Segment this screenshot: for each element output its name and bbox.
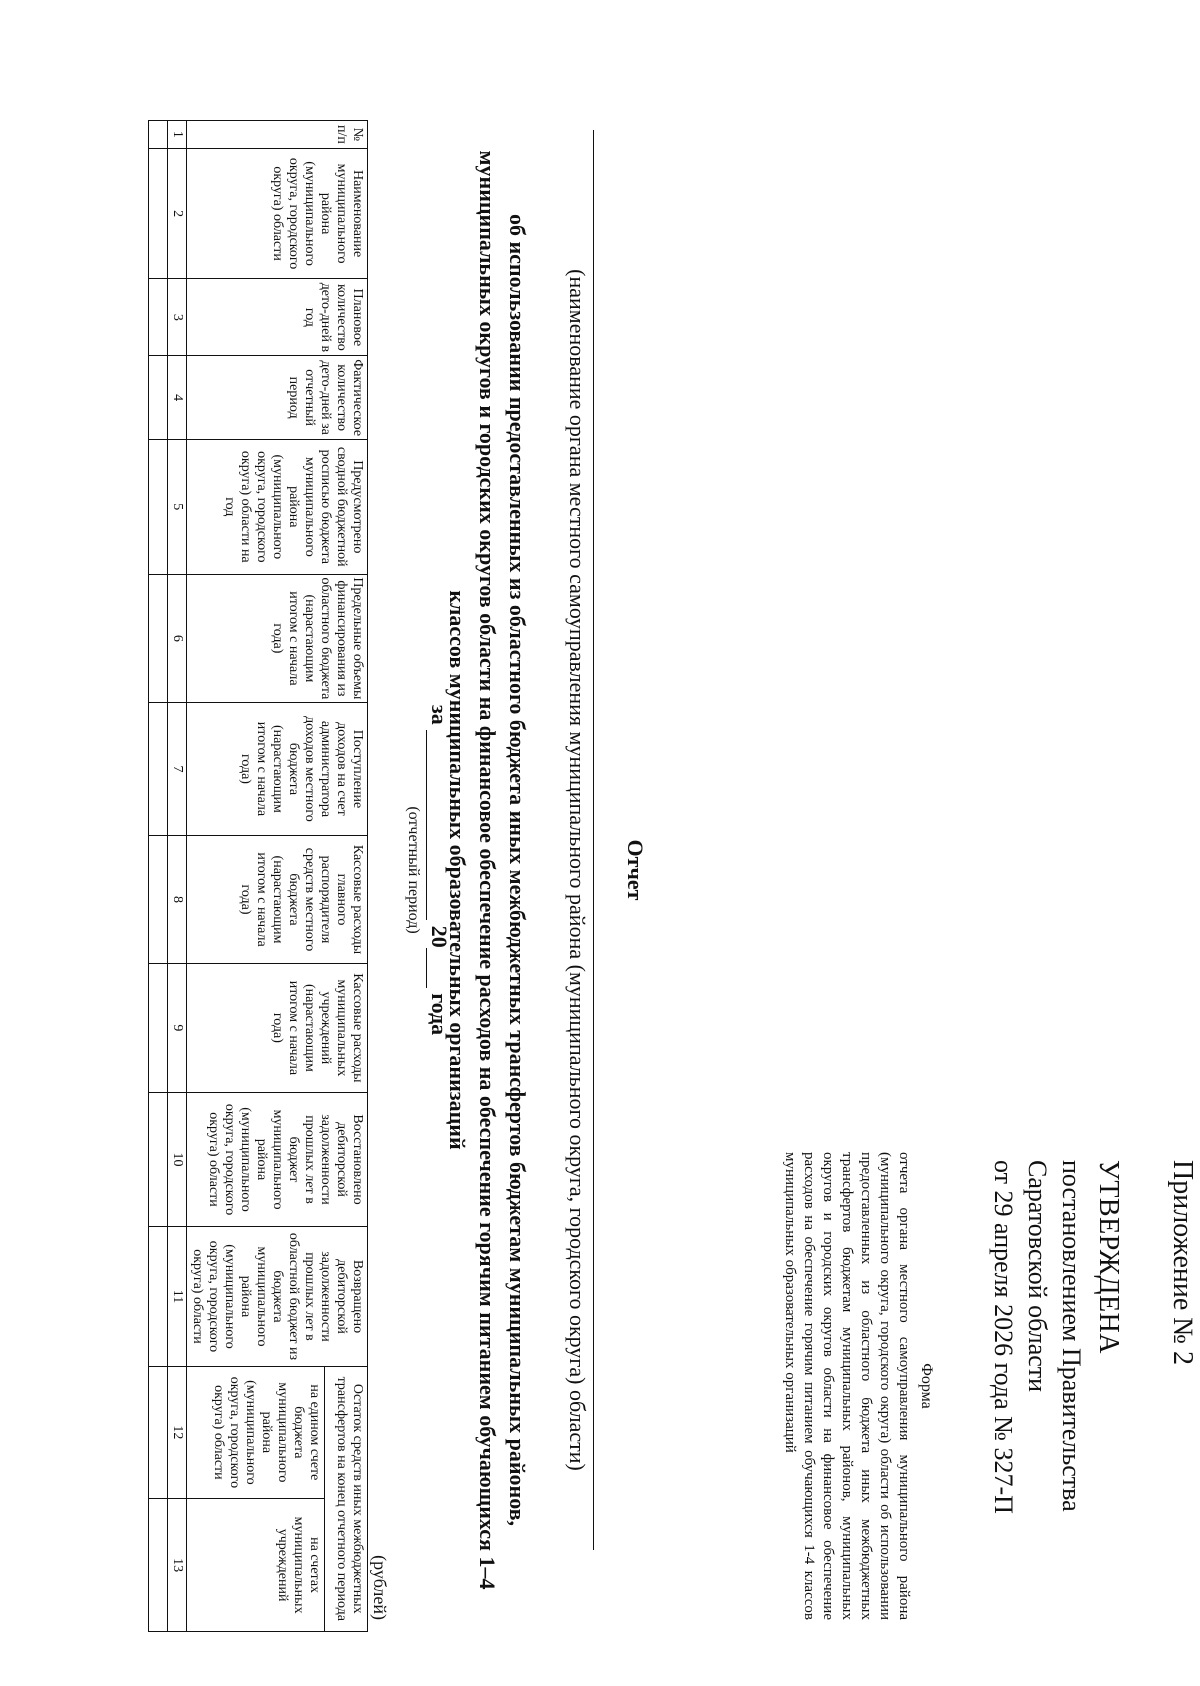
period-caption: (отчетный период) [405,806,422,934]
header-col-9: Кассовые расходы муниципальных учреждений (нарастающим итогом с начала года) [187,964,368,1092]
form-text: отчета органа местного самоуправления муниципального района (муниципального округа, городского округа) области об использовании предоставленных из областного бюджета иных межбюджетных трансфертов бюджетам муниципальных районов, муниципальных округов и городских округов области на финансовое обеспечение расходов на обеспечение горячим питанием обучающихся 1-4 классов муниципальных образовательных организаций [782,1152,912,1620]
header-col-4: Фактическое количество дето-дней за отчетный период [187,356,368,439]
document-sheet [28,90,1200,1650]
header-col-6: Предельные объемы финансирования из областного бюджета (нарастающим итогом с начала года) [187,574,368,702]
table-cell [149,703,168,836]
column-number-row [168,121,187,1632]
empty-data-row [149,121,168,1632]
table-cell [149,356,168,439]
table-cell [149,279,168,356]
org-name-caption: (наименование органа местного самоуправления муниципального района (муниципального округа, городского округа) области) [565,269,590,1471]
decree-line-2: Саратовской области [1023,1160,1052,1393]
header-col-10: Восстановлено дебиторской задолженности прошлых лет в бюджет муниципального района (муниципального округа, городского округа) области [187,1092,368,1227]
period-prefix: за [427,704,452,725]
report-subject: об использовании предоставленных из областного бюджета иных межбюджетных трансфертов бюджетам муниципальных районов, муниципальных округов и городских округов области на финансовое обеспечение расходов на обеспечение горячим питанием обучающихся 1–4 классов муниципальных образовательных организаций [445,150,530,1590]
table-cell [149,1499,168,1632]
table-cell [149,574,168,702]
decree-line-1: постановлением Правительства [1057,1160,1086,1512]
colnum-6: 6 [168,574,187,702]
header-col-8: Кассовые расходы главного распорядителя средств местного бюджета (нарастающим итогом с начала года) [187,835,368,963]
header-col-1: № п/п [187,121,368,149]
header-col-12: на едином счете бюджета муниципального района (муниципального округа, городского округа) области [187,1366,325,1499]
colnum-10: 10 [168,1092,187,1227]
period-suffix: года [427,993,452,1036]
header-group-remainder: Остаток средств иных межбюджетных трансфертов на конец отчетного периода [324,1366,367,1631]
header-col-13: на счетах муниципальных учреждений [187,1499,325,1632]
table-cell [149,148,168,279]
reporting-period-line [426,90,452,1650]
colnum-13: 13 [168,1499,187,1632]
table-cell [149,439,168,574]
colnum-12: 12 [168,1366,187,1499]
colnum-3: 3 [168,279,187,356]
header-col-11: Возвращено дебиторской задолженности прошлых лет в областной бюджет из бюджета муниципального района (муниципального округа, городского округа) области [187,1227,368,1366]
appendix-number: Приложение № 2 [1167,1160,1198,1365]
header-col-7: Поступление доходов на счет администратора доходов местного бюджета (нарастающим итогом с начала года) [187,703,368,836]
year-blank [426,948,449,988]
period-blank [426,730,449,920]
form-description [780,1152,936,1620]
approved-stamp-text: УТВЕРЖДЕНА [1093,1160,1124,1355]
colnum-2: 2 [168,148,187,279]
table-cell [149,964,168,1092]
colnum-11: 11 [168,1227,187,1366]
colnum-1: 1 [168,121,187,149]
form-label: Форма [918,1363,935,1409]
header-col-3: Плановое количество дето-дней в год [187,279,368,356]
colnum-4: 4 [168,356,187,439]
colnum-5: 5 [168,439,187,574]
table-cell [149,121,168,149]
header-col-5: Предусмотрено сводной бюджетной росписью бюджета муниципального района (муниципального округа, городского округа) области на год [187,439,368,574]
table-cell [149,1366,168,1499]
report-table [148,120,368,1632]
period-year-prefix: 20 [427,925,452,948]
table-cell [149,835,168,963]
colnum-7: 7 [168,703,187,836]
units-label: (рублей) [370,1555,390,1620]
colnum-8: 8 [168,835,187,963]
colnum-9: 9 [168,964,187,1092]
report-title: Отчет [623,839,648,901]
decree-line-3: от 29 апреля 2026 года № 327-П [989,1160,1018,1514]
table-cell [149,1227,168,1366]
table-cell [149,1092,168,1227]
header-col-2: Наименование муниципального района (муниципального округа, городского округа) области [187,148,368,279]
approval-header [986,1160,1198,1620]
org-name-fill-line [593,130,618,1550]
